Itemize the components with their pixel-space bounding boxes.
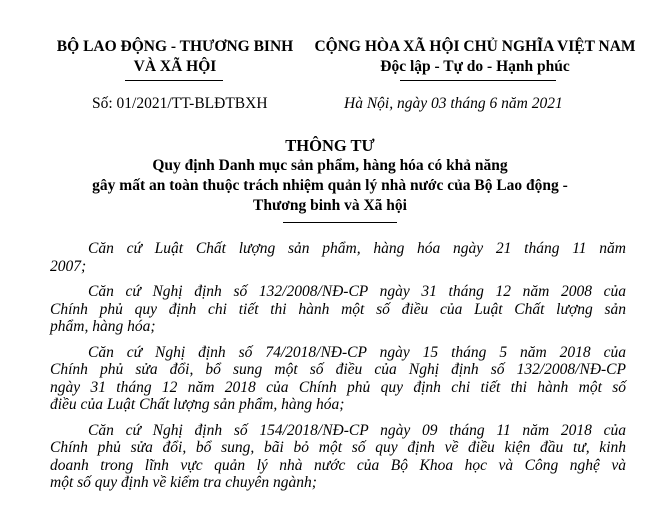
ministry-name-line2: VÀ XÃ HỘI: [133, 58, 217, 75]
motto-underline: [400, 80, 556, 81]
paragraph-line: Căn cứ Luật Chất lượng sản phẩm, hàng hóa ngày 21 tháng 11 năm: [88, 240, 626, 257]
document-type: THÔNG TƯ: [285, 136, 375, 155]
title-divider: [283, 222, 397, 223]
paragraph-line: ngày 31 tháng 12 năm 2018 của Chính phủ quy định chi tiết thi hành một số: [50, 378, 626, 396]
national-motto: [310, 37, 640, 77]
paragraph-line: Căn cứ Nghị định số 74/2018/NĐ-CP ngày 15 tháng 5 năm 2018 của: [88, 343, 626, 361]
paragraph-3: [50, 344, 626, 414]
issuing-authority: [50, 37, 300, 77]
paragraph-line: Chính phủ sửa đổi, bổ sung một số điều của Nghị định số 132/2008/NĐ-CP: [50, 361, 626, 378]
title-line-2: gây mất an toàn thuộc trách nhiệm quản lý nhà nước của Bộ Lao động -: [92, 177, 568, 194]
title-line-3: Thương binh và Xã hội: [252, 197, 407, 214]
paragraph-line: Căn cứ Nghị định số 154/2018/NĐ-CP ngày 09 tháng 11 năm 2018 của: [88, 421, 626, 439]
paragraph-line: Chính phủ quy định chi tiết thi hành một số điều của Luật Chất lượng sản: [50, 300, 626, 318]
paragraph-line: một số quy định về kiểm tra chuyên ngành;: [50, 474, 317, 491]
paragraph-4: [50, 422, 626, 492]
paragraph-line: Căn cứ Nghị định số 132/2008/NĐ-CP ngày 31 tháng 12 năm 2008 của: [88, 283, 626, 300]
ministry-underline: [125, 80, 223, 81]
document-number: Số: 01/2021/TT-BLĐTBXH: [92, 95, 268, 112]
place-and-date: Hà Nội, ngày 03 tháng 6 năm 2021: [344, 95, 563, 112]
paragraph-2: [50, 283, 626, 336]
preamble: [50, 240, 626, 500]
document-title: [20, 136, 640, 216]
paragraph-line: 2007;: [50, 257, 87, 275]
nation-name: CỘNG HÒA XÃ HỘI CHỦ NGHĨA VIỆT NAM: [314, 38, 636, 55]
title-line-1: Quy định Danh mục sản phẩm, hàng hóa có khả năng: [152, 157, 508, 174]
ministry-name-line1: BỘ LAO ĐỘNG - THƯƠNG BINH: [56, 38, 294, 55]
paragraph-line: doanh trong lĩnh vực quản lý nhà nước của Bộ Khoa học và Công nghệ và: [50, 456, 626, 474]
paragraph-1: [50, 240, 626, 275]
paragraph-line: điều của Luật Chất lượng sản phẩm, hàng hóa;: [50, 396, 345, 413]
nation-motto: Độc lập - Tự do - Hạnh phúc: [380, 58, 570, 75]
paragraph-line: phẩm, hàng hóa;: [50, 318, 156, 335]
paragraph-line: Chính phủ sửa đổi, bổ sung, bãi bỏ một số quy định về điều kiện đầu tư, kinh: [50, 439, 626, 456]
